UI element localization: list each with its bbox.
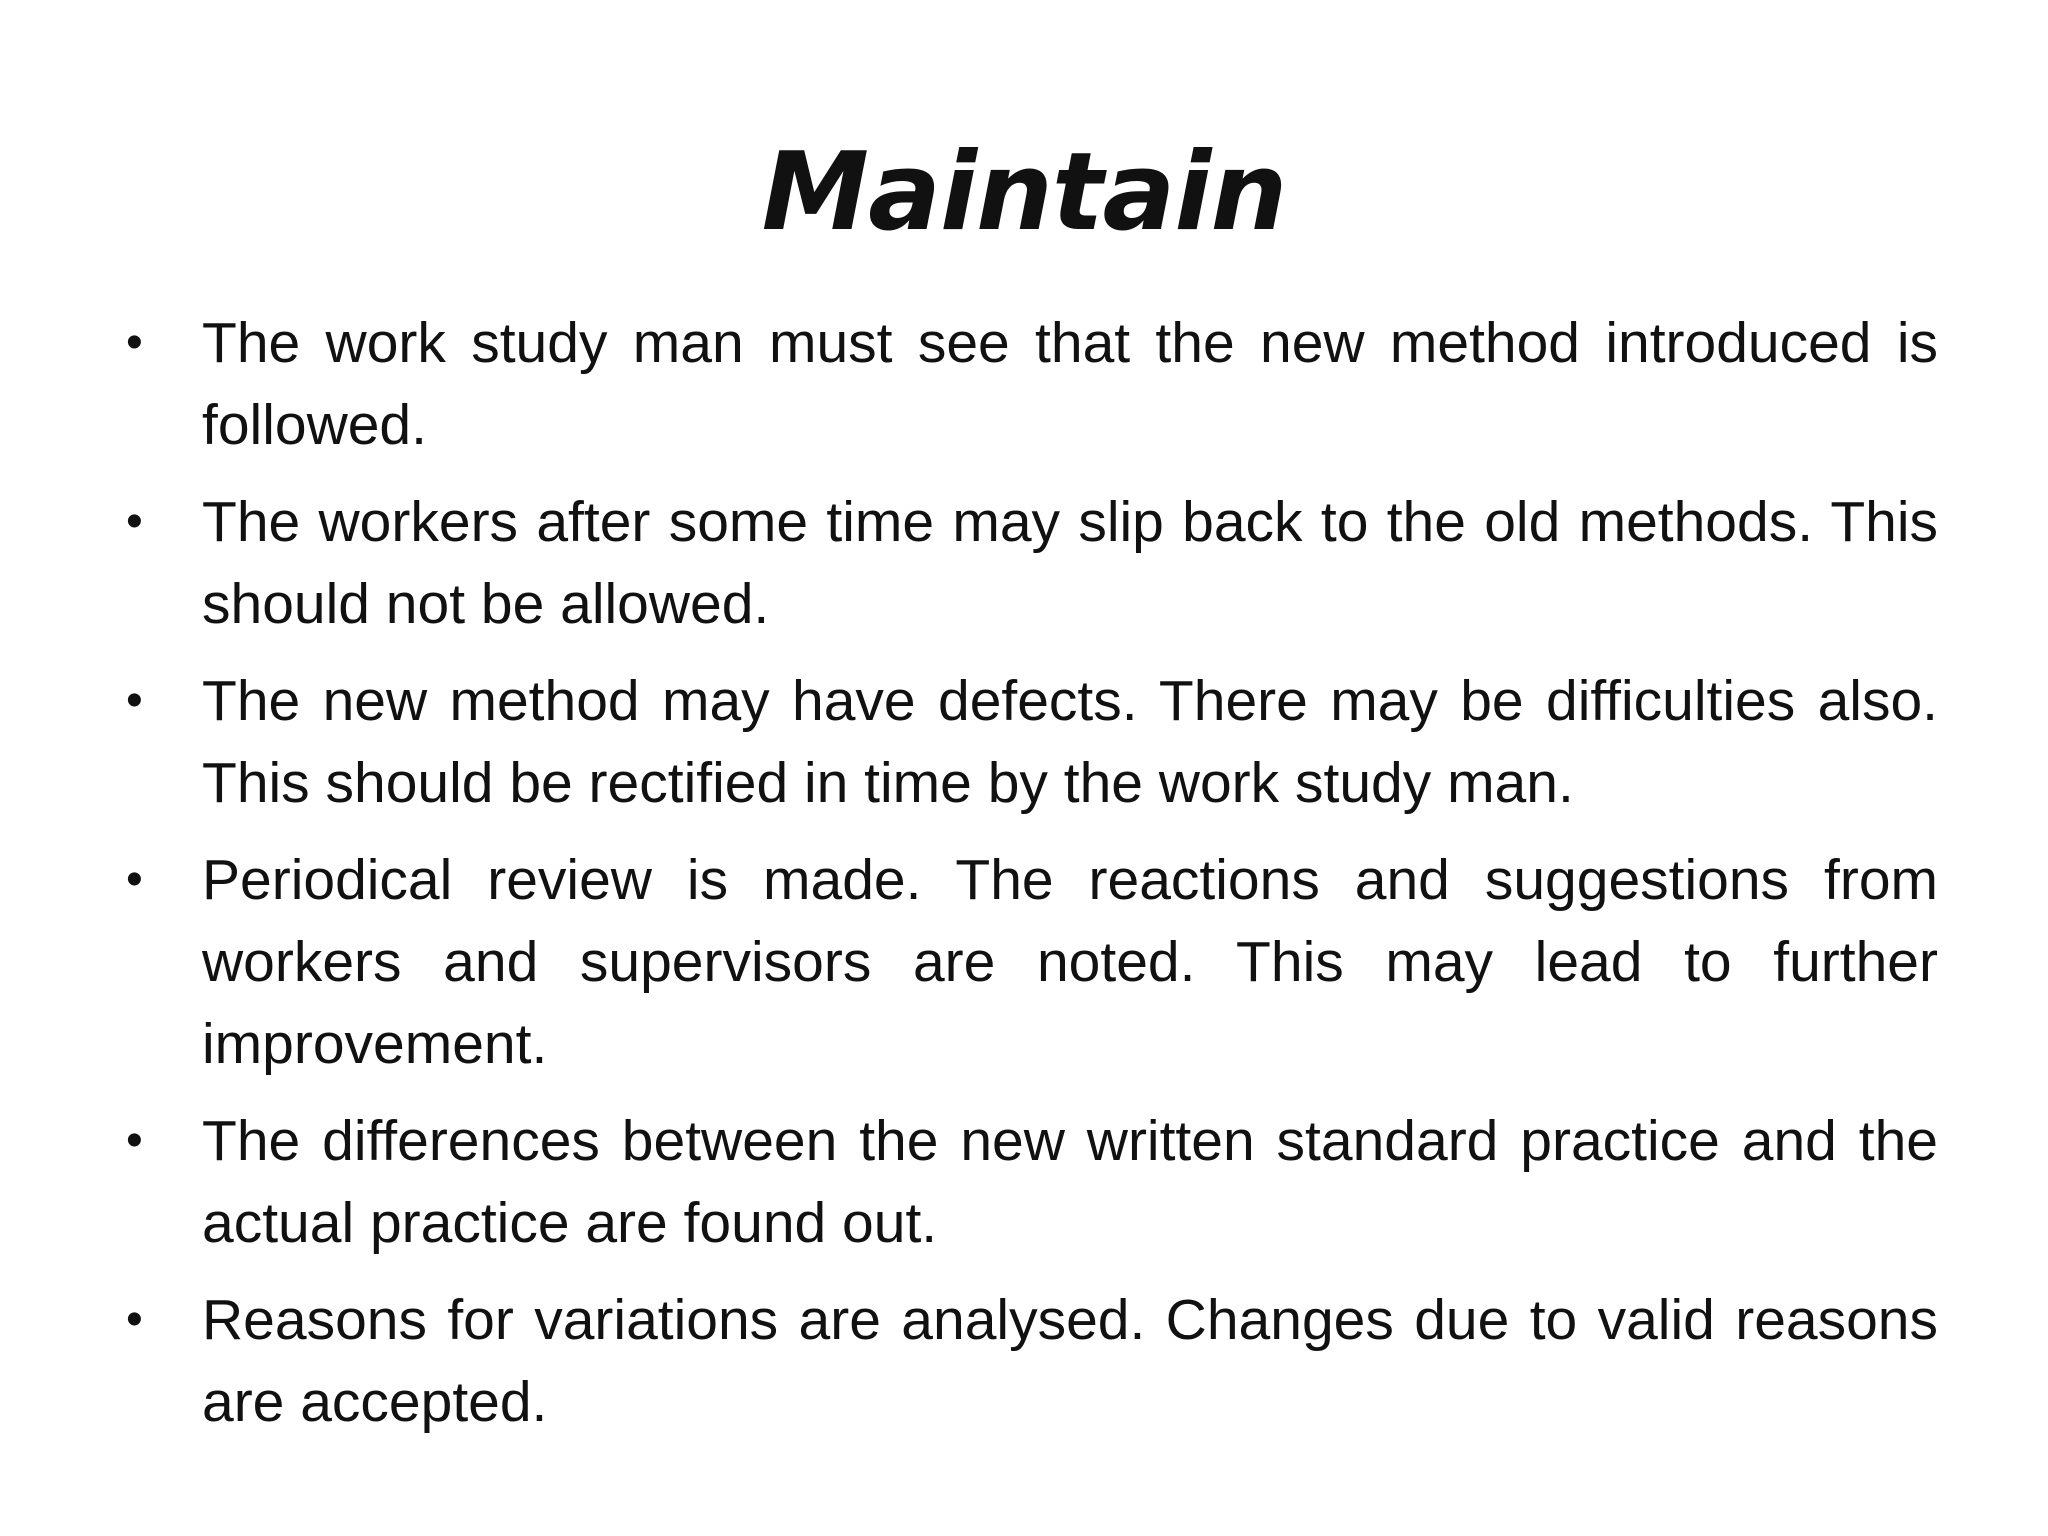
list-item	[120, 839, 1938, 1085]
bullet-icon: •	[126, 1114, 143, 1167]
bullet-text: Reasons for variations are analysed. Changes due to valid reasons are accepted.	[202, 1288, 1938, 1434]
list-item	[120, 1100, 1938, 1264]
list-item	[120, 481, 1938, 645]
bullet-icon: •	[126, 853, 143, 906]
list-item	[120, 302, 1938, 466]
list-item	[120, 660, 1938, 824]
bullet-icon: •	[126, 1293, 143, 1346]
slide-title: Maintain	[761, 130, 1287, 255]
bullet-icon: •	[126, 674, 143, 727]
bullet-icon: •	[126, 495, 143, 548]
bullet-text: The work study man must see that the new method introduced is followed.	[202, 311, 1938, 457]
bullet-text: The workers after some time may slip back to the old methods. This should not be allowed.	[202, 490, 1938, 636]
bullet-icon: •	[126, 316, 143, 369]
bullet-text: The differences between the new written standard practice and the actual practice are found out.	[202, 1109, 1938, 1255]
bullet-list	[120, 302, 1938, 1458]
list-item	[120, 1279, 1938, 1443]
bullet-text: Periodical review is made. The reactions and suggestions from workers and supervisors are noted. This may lead to further improvement.	[202, 848, 1938, 1076]
bullet-text: The new method may have defects. There may be difficulties also. This should be rectified in time by the work study man.	[202, 669, 1938, 815]
